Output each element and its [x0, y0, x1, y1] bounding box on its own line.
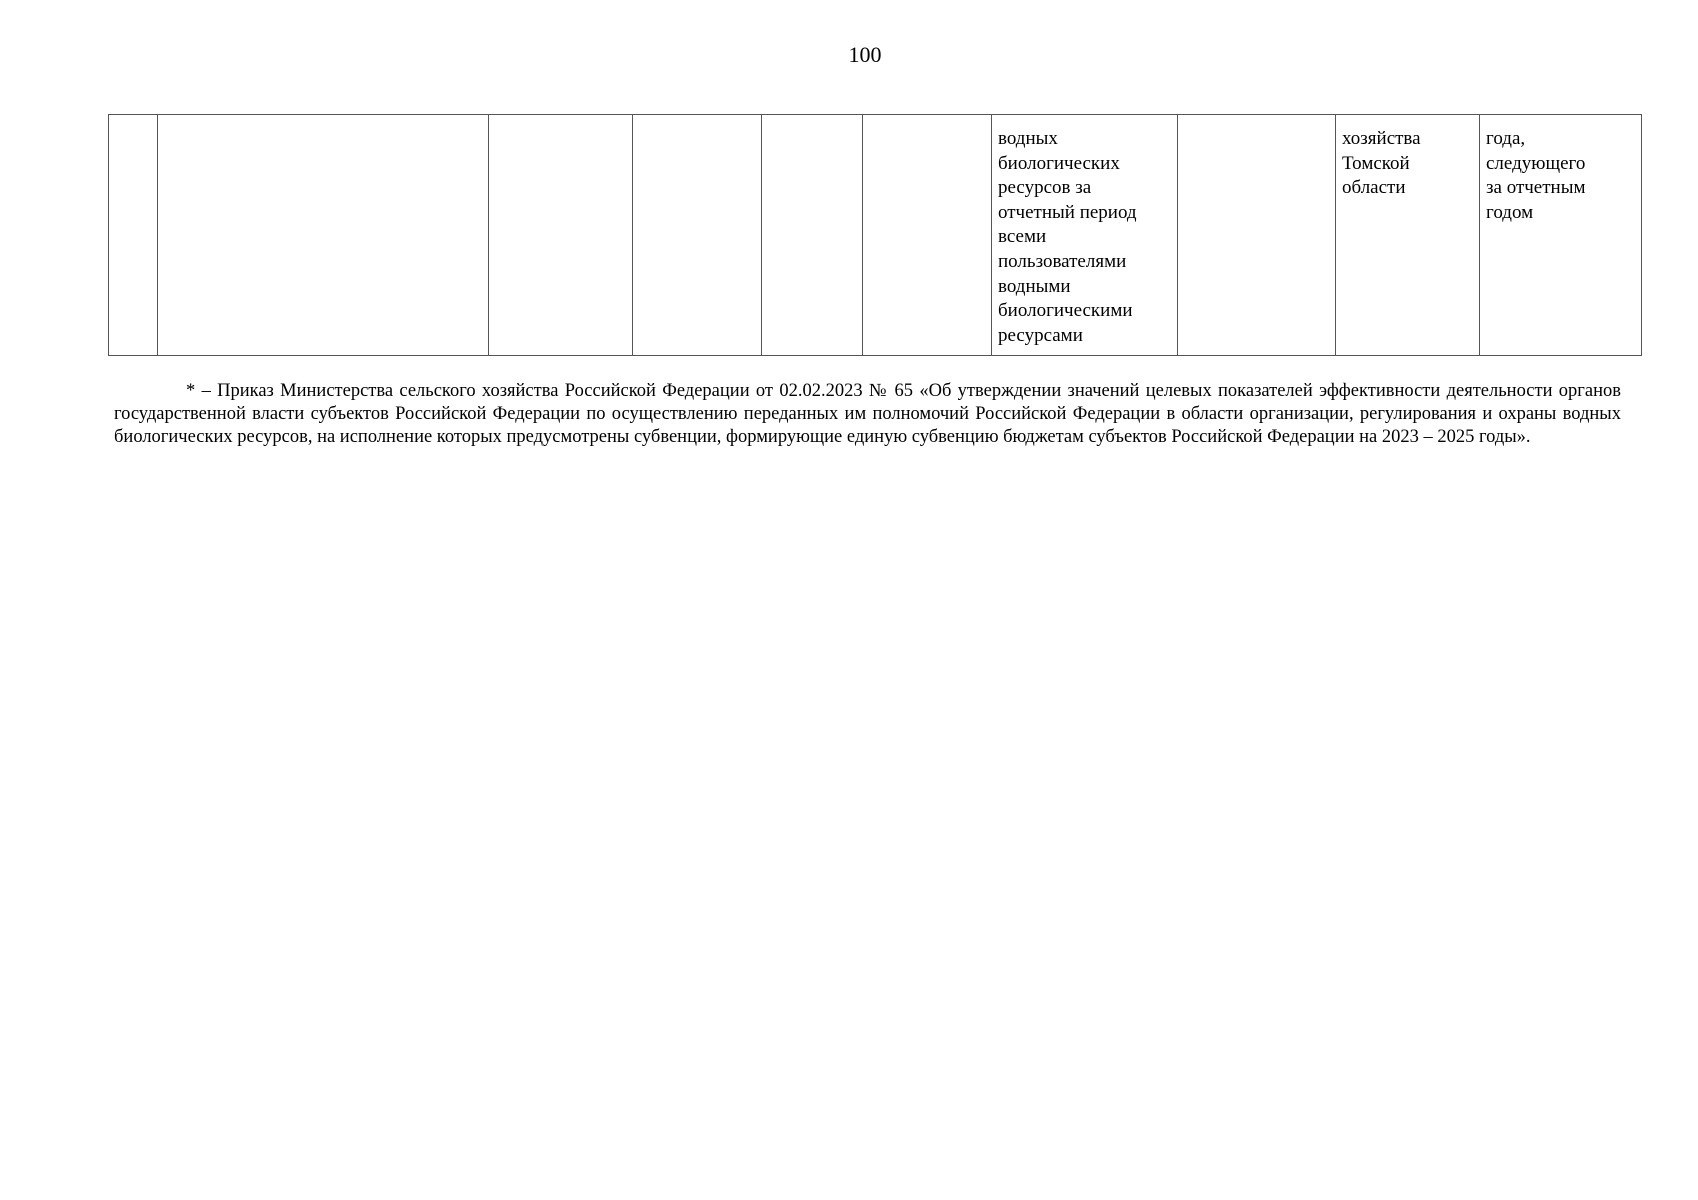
page-number: 100 — [848, 42, 882, 67]
table-cell: водных биологических ресурсов за отчетный период всеми пользователями водными биологическими ресурсами — [992, 115, 1178, 356]
table-cell — [158, 115, 489, 356]
table-cell — [109, 115, 158, 356]
table-cell — [489, 115, 633, 356]
indicator-table — [108, 114, 1642, 356]
table-cell — [863, 115, 992, 356]
table-cell: года, следующего за отчетным годом — [1480, 115, 1642, 356]
footnote: * – Приказ Министерства сельского хозяйства Российской Федерации от 02.02.2023 № 65 «Об утверждении значений целевых показателей эффективности деятельности органов государственной власти субъектов Российской Федерации по осуществлению переданных им полномочий Российской Федерации в области организации, регулирования и охраны водных биологических ресурсов, на исполнение которых предусмотрены субвенции, формирующие единую субвенцию бюджетам субъектов Российской Федерации на 2023 – 2025 годы». — [114, 381, 1621, 447]
table-cell — [1178, 115, 1336, 356]
table-cell — [762, 115, 863, 356]
table-row — [109, 115, 1642, 356]
table-cell — [633, 115, 762, 356]
table-cell: хозяйства Томской области — [1336, 115, 1480, 356]
